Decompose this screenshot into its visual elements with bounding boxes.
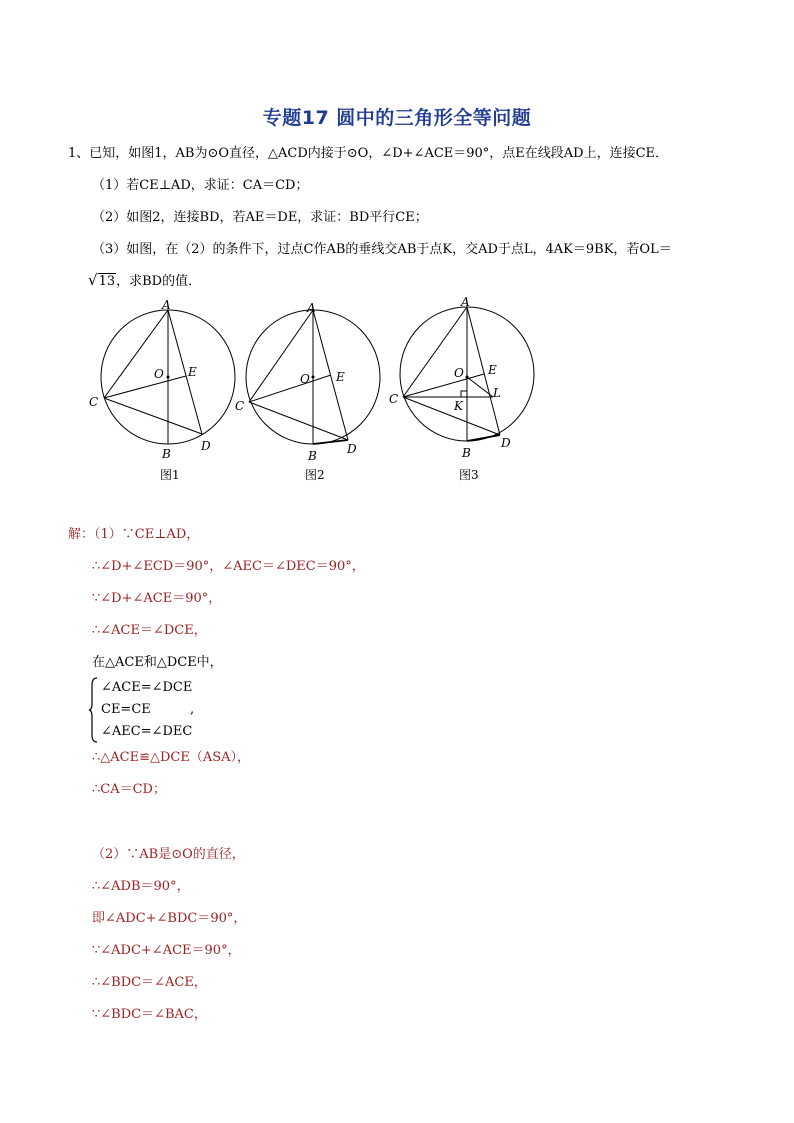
figure1-label-d: D	[201, 439, 211, 453]
problem-part1: （1）若CE⊥AD，求证：CA＝CD；	[92, 178, 309, 193]
figure3-right-angle-mark	[461, 391, 467, 397]
figure2-segment-ca	[249, 310, 313, 402]
figure3-segment-ca	[403, 307, 467, 397]
geometry-figures	[80, 296, 560, 466]
figure1-label-b: B	[162, 447, 171, 461]
figure2-label-c: C	[235, 399, 245, 413]
figure2-center-dot	[312, 376, 315, 379]
figure3-segment-ol	[467, 377, 493, 397]
solution-part2-line-4: ∵∠ADC+∠ACE＝90°，	[92, 943, 241, 958]
system-line-2: CE=CE	[101, 702, 151, 717]
figure1-label-o: O	[154, 367, 164, 381]
solution-line-1: 解：（1）∵CE⊥AD，	[68, 527, 200, 542]
problem-part2: （2）如图2，连接BD，若AE＝DE，求证：BD平行CE；	[92, 210, 428, 225]
figure1-segment-ad	[168, 310, 202, 434]
figure2-segment-cd	[249, 402, 348, 440]
figure1-segment-cd	[104, 398, 202, 434]
solution-conclusion-1: ∴CA＝CD；	[92, 782, 166, 797]
figure3-label-a: A	[461, 296, 470, 309]
figure2-label-d: D	[347, 442, 357, 456]
figure1-segment-ca	[104, 310, 168, 398]
sqrt-radicand: 13	[98, 274, 116, 289]
solution-part2-line-2: ∴∠ADB＝90°，	[92, 879, 190, 894]
solution-part2-line-1: （2）∵AB是⊙O的直径，	[92, 847, 245, 862]
figure2-label-e: E	[336, 370, 345, 384]
figure2-caption: 图2	[305, 468, 325, 482]
problem-stem: 1、已知，如图1，AB为⊙O直径，△ACD内接于⊙O，∠D+∠ACE＝90°，点E在线段AD上，连接CE．	[68, 146, 669, 161]
figure2-segment-ce	[249, 375, 331, 402]
system-line-3: ∠AEC=∠DEC	[101, 724, 193, 739]
figure3-label-k: K	[454, 399, 463, 413]
figure3-label-l: L	[493, 386, 501, 400]
figure3-label-c: C	[389, 392, 399, 406]
figure3-segment-ce	[403, 374, 484, 397]
figure2-label-o: O	[300, 372, 310, 386]
figure2-label-b: B	[308, 449, 317, 463]
figure1-label-e: E	[188, 365, 197, 379]
sqrt-expression: √13	[88, 271, 116, 289]
figure2-label-a: A	[307, 301, 316, 315]
solution-line-3: ∵∠D+∠ACE＝90°，	[92, 591, 222, 606]
system-brace	[89, 677, 99, 743]
problem-part3-b	[88, 272, 201, 290]
solution-part2-line-6: ∵∠BDC＝∠BAC，	[92, 1007, 207, 1022]
solution-part2-line-5: ∴∠BDC＝∠ACE，	[92, 975, 207, 990]
solution-part2-line-3: 即∠ADC+∠BDC＝90°，	[92, 911, 247, 926]
figure2-segment-bd	[313, 440, 348, 444]
figure1-segment-ce	[104, 376, 186, 398]
solution-line-4: ∴∠ACE＝∠DCE，	[92, 623, 207, 638]
figure3-label-b: B	[462, 446, 471, 460]
figure3-segment-cd	[403, 397, 500, 435]
solution-congruence: ∴△ACE≌△DCE（ASA），	[92, 750, 251, 765]
system-comma: ,	[190, 702, 195, 717]
problem-part3-a: （3）如图，在（2）的条件下，过点C作AB的垂线交AB于点K，交AD于点L，4AK＝9BK，若OL＝	[92, 242, 672, 257]
figure3-label-d: D	[501, 436, 511, 450]
figure3-label-e: E	[488, 363, 497, 377]
figure1-label-c: C	[89, 395, 99, 409]
figure3-center-dot	[466, 376, 469, 379]
figure3-caption: 图3	[459, 468, 479, 482]
figure1-caption: 图1	[160, 468, 180, 482]
figure3-segment-bd	[467, 435, 500, 441]
figure1-label-a: A	[162, 298, 171, 312]
page-title: 专题17 圆中的三角形全等问题	[262, 107, 532, 129]
solution-line-2: ∴∠D+∠ECD＝90°，∠AEC＝∠DEC＝90°，	[92, 559, 365, 574]
problem-part3-tail: ，求BD的值．	[116, 274, 202, 289]
system-line-1: ∠ACE=∠DCE	[101, 680, 193, 695]
figure1-center-dot	[167, 376, 170, 379]
figure3-label-o: O	[454, 366, 464, 380]
solution-line-5: 在△ACE和△DCE中，	[92, 655, 223, 670]
